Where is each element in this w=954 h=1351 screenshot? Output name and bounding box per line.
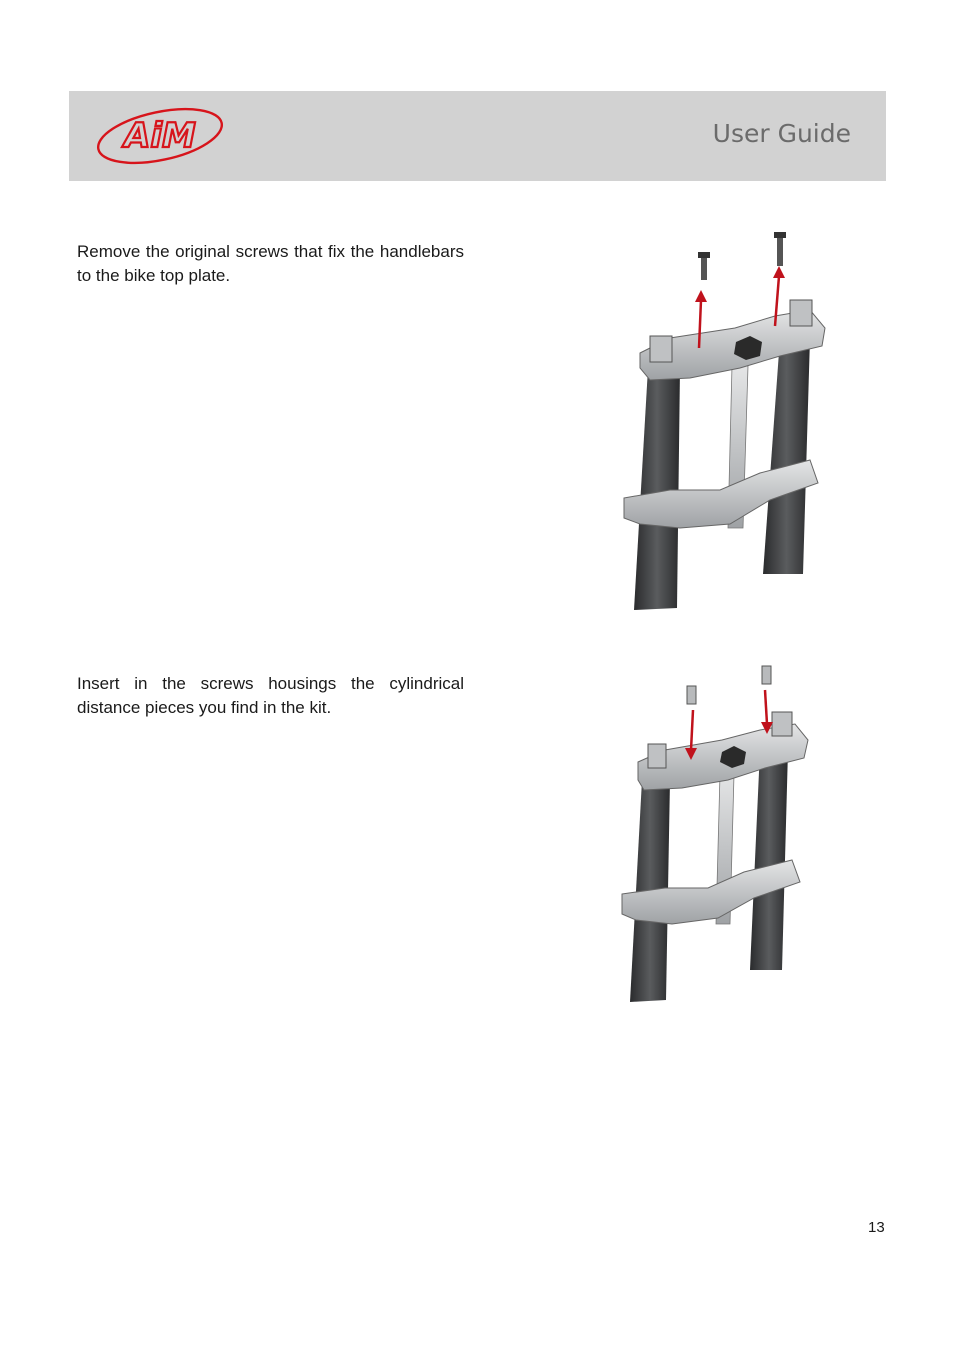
logo-text: AiM [124, 116, 196, 156]
right-fork-tube [763, 338, 810, 574]
header-title: User Guide [712, 119, 851, 148]
aim-logo [94, 107, 229, 167]
screw-right [777, 236, 783, 266]
distance-piece-right [762, 666, 771, 684]
screw-left [701, 256, 707, 280]
distance-piece-left [687, 686, 696, 704]
step-2-illustration [610, 662, 820, 1007]
step-1-text: Remove the original screws that fix the handlebars to the bike top plate. [77, 242, 464, 285]
step-2-text: Insert in the screws housings the cylindrical distance pieces you find in the kit. [77, 674, 464, 717]
step-1-illustration [610, 228, 840, 618]
arrow-down-icon [761, 690, 773, 734]
page-header [69, 91, 886, 181]
left-fork-tube [634, 368, 680, 610]
page-number: 13 [868, 1219, 885, 1236]
